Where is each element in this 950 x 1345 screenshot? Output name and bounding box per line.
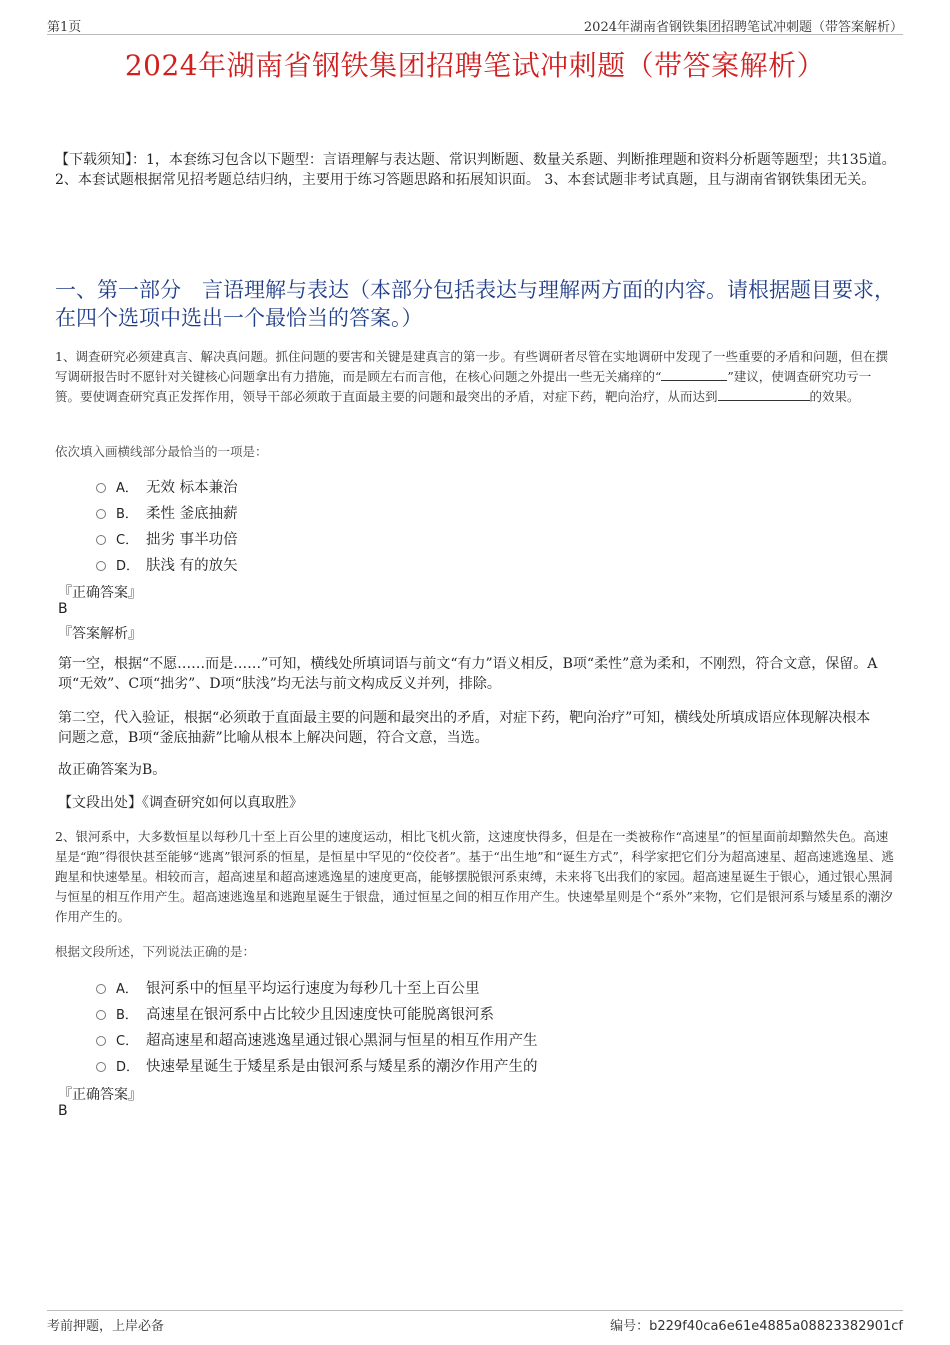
option-letter: A． [116, 480, 138, 496]
option-letter: C． [116, 532, 139, 548]
question-2-options [96, 974, 538, 1078]
option-b[interactable] [96, 499, 238, 525]
option-text: 肤浅 有的放矢 [146, 557, 238, 574]
option-text: 拙劣 事半功倍 [146, 531, 238, 548]
option-letter: B． [116, 1007, 138, 1023]
analysis-paragraph-1: 第一空，根据“不愿……而是……”可知，横线处所填词语与前文“有力”语义相反，B项“柔性”意为柔和，不刚烈，符合文意，保留。A项“无效”、C项“拙劣”、D项“肤浅”均无法与前文构成反义并列，排除。 [58, 656, 878, 692]
option-text: 柔性 釜底抽薪 [146, 505, 238, 522]
question-1-options [96, 473, 238, 577]
running-title: 2024年湖南省钢铁集团招聘笔试冲刺题（带答案解析） [583, 20, 903, 35]
option-text: 快速晕星诞生于矮星系是由银河系与矮星系的潮汐作用产生的 [146, 1058, 538, 1075]
section-heading: 一、第一部分 言语理解与表达（本部分包括表达与理解两方面的内容。请根据题目要求，在四个选项中选出一个最恰当的答案。） [55, 278, 895, 330]
document-id: 编号：b229f40ca6e61e4885a08823382901cf [610, 1319, 903, 1334]
download-notice: 【下载须知】：1，本套练习包含以下题型：言语理解与表达题、常识判断题、数量关系题、判断推理题和资料分析题等题型；共135道。 2、本套试题根据常见招考题总结归纳，主要用于练习答题思路和拓展知识面。 3、本套试题非考试真题，且与湖南省钢铁集团无关。 [55, 152, 896, 188]
option-text: 超高速星和超高速逃逸星通过银心黑洞与恒星的相互作用产生 [146, 1032, 538, 1049]
option-text: 高速星在银河系中占比较少且因速度快可能脱离银河系 [146, 1006, 494, 1023]
option-d[interactable] [96, 1052, 538, 1078]
question-1-text [55, 347, 895, 407]
question-1-prompt: 依次填入画横线部分最恰当的一项是： [55, 444, 268, 459]
question-1-text-part-c: 的效果。 [809, 389, 860, 404]
analysis-paragraph-2: 第二空，代入验证，根据“必须敢于直面最主要的问题和最突出的矛盾，对症下药，靶向治疗”可知，横线处所填成语应体现解决根本问题之意，B项“釜底抽薪”比喻从根本上解决问题，符合文意，当选。 [58, 710, 871, 746]
page-number: 第1页 [47, 20, 82, 35]
page-footer [47, 1310, 903, 1333]
document-title: 2024年湖南省钢铁集团招聘笔试冲刺题（带答案解析） [124, 49, 826, 82]
option-letter: D． [116, 558, 140, 574]
option-text: 无效 标本兼治 [146, 479, 238, 496]
radio-icon[interactable] [96, 984, 106, 994]
question-2-text: 2、银河系中，大多数恒星以每秒几十至上百公里的速度运动，相比飞机火箭，这速度快得多，但是在一类被称作“高速星”的恒星面前却黯然失色。高速星是“跑”得很快甚至能够“逃离”银河系的恒星，是恒星中罕见的“佼佼者”。基于“出生地”和“诞生方式”，科学家把它们分为超高速星、超高速逃逸星、逃跑星和快速晕星。相较而言，超高速星和超高速逃逸星的速度更高，能够摆脱银河系束缚，未来将飞出我们的家园。超高速星诞生于银心，通过银心黑洞与恒星的相互作用产生。超高速逃逸星和逃跑星诞生于银盘，通过恒星之间的相互作用产生。快速晕星则是个“系外”来物，它们是银河系与矮星系的潮汐作用产生的。 [55, 829, 894, 924]
option-b[interactable] [96, 1000, 538, 1026]
option-letter: A． [116, 981, 138, 997]
radio-icon[interactable] [96, 1062, 106, 1072]
option-c[interactable] [96, 525, 238, 551]
radio-icon[interactable] [96, 1010, 106, 1020]
correct-answer-value: B [58, 1103, 68, 1119]
radio-icon[interactable] [96, 561, 106, 571]
radio-icon[interactable] [96, 509, 106, 519]
footer-slogan: 考前押题，上岸必备 [47, 1319, 165, 1334]
option-a[interactable] [96, 974, 538, 1000]
analysis-label: 『答案解析』 [58, 626, 142, 642]
option-d[interactable] [96, 551, 238, 577]
question-2-prompt: 根据文段所述，下列说法正确的是： [55, 944, 256, 959]
page-header [47, 14, 903, 35]
question-1-text-part-b: ”建议，使调查研究功亏一篑。要使调查研究真正发挥作用，领导干部必须敢于直面最主要的问题和最突出的矛盾，对症下药，靶向治疗，从而达到 [55, 369, 872, 404]
radio-icon[interactable] [96, 1036, 106, 1046]
option-letter: B． [116, 506, 138, 522]
correct-answer-value: B [58, 601, 68, 617]
question-1-text-part-a: 1、调查研究必须建真言、解决真问题。抓住问题的要害和关键是建真言的第一步。有些调研者尽管在实地调研中发现了一些重要的矛盾和问题，但在撰写调研报告时不愿针对关键核心问题拿出有力措施，而是顾左右而言他，在核心问题之外提出一些无关痛痒的“ [55, 349, 888, 384]
option-c[interactable] [96, 1026, 538, 1052]
correct-answer-label: 『正确答案』 [58, 585, 142, 601]
correct-answer-label: 『正确答案』 [58, 1087, 142, 1103]
answer-blank-1 [661, 367, 727, 381]
source-citation: 【文段出处】《调查研究如何以真取胜》 [58, 795, 303, 811]
analysis-conclusion: 故正确答案为B。 [58, 762, 167, 778]
answer-blank-2 [718, 387, 810, 401]
option-letter: D． [116, 1059, 140, 1075]
option-text: 银河系中的恒星平均运行速度为每秒几十至上百公里 [146, 980, 480, 997]
radio-icon[interactable] [96, 483, 106, 493]
radio-icon[interactable] [96, 535, 106, 545]
option-letter: C． [116, 1033, 139, 1049]
option-a[interactable] [96, 473, 238, 499]
